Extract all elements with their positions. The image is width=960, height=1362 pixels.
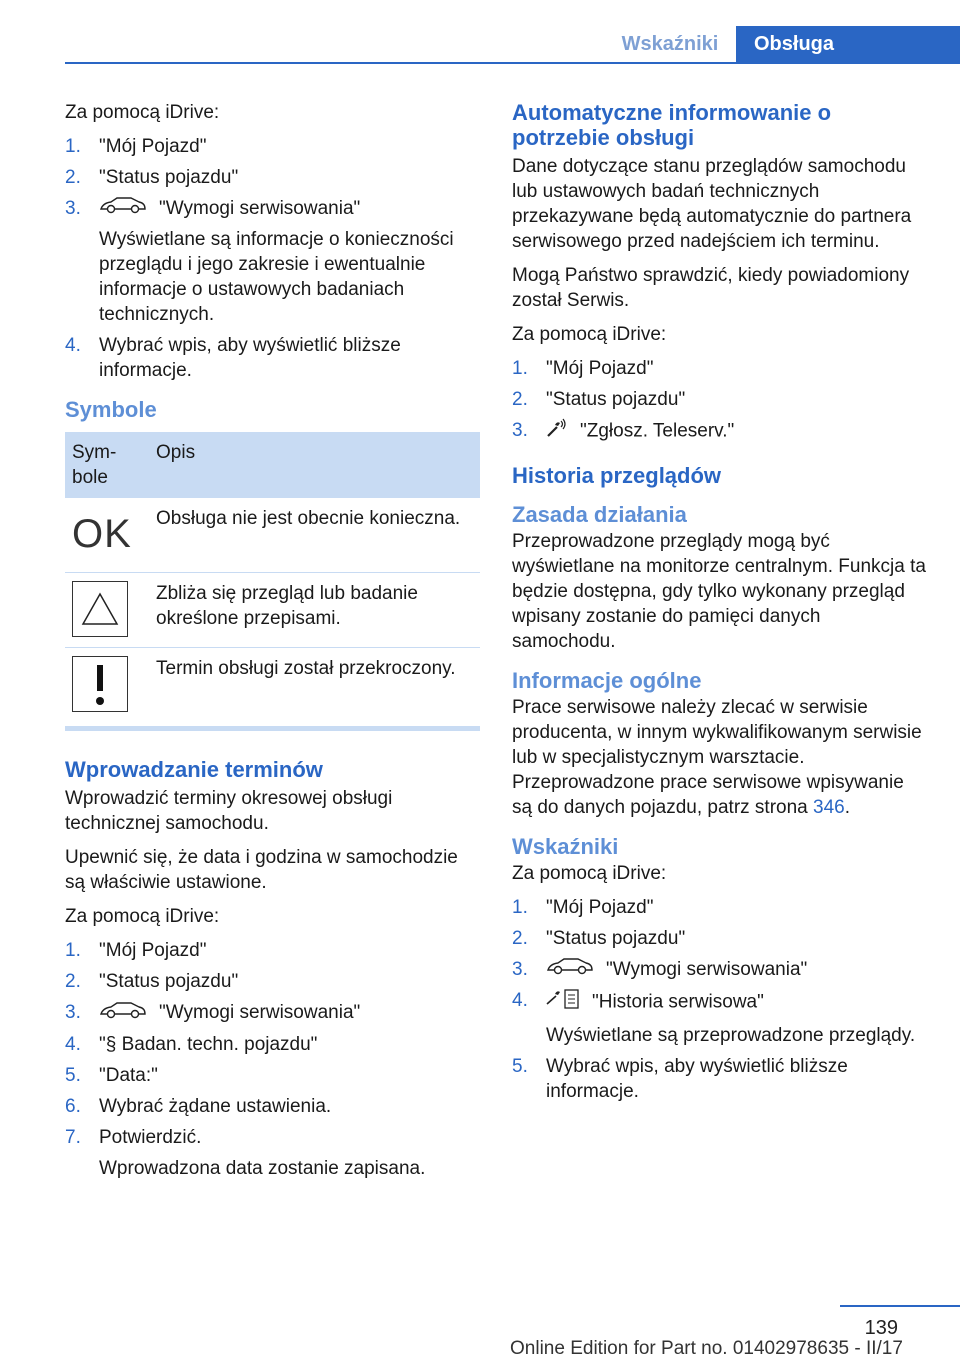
- steps-list-2: [65, 938, 480, 1180]
- paragraph: Upewnić się, że data i godzina w samochodzie są właściwie ustawione.: [65, 847, 458, 894]
- car-icon: [99, 1001, 147, 1026]
- list-item: 7. Potwierdzić. Wprowadzona data zostanie zapisana.: [65, 1125, 480, 1181]
- intro-text: Za pomocą iDrive:: [512, 863, 667, 884]
- step-description: Wprowadzona data zostanie zapisana.: [99, 1157, 426, 1179]
- list-item: 1. "Mój Pojazd": [512, 897, 654, 918]
- table-header-symbol: Sym-bole: [65, 432, 149, 498]
- section-heading-dates: Wprowadzanie terminów: [65, 757, 323, 783]
- symbols-table: [65, 432, 480, 731]
- paragraph: Przeprowadzone przeglądy mogą być wyświetlane na monitorze centralnym. Funkcja ta będzie dostępna, gdy tylko wykonany przegląd wpisany zostanie do pamięci danych samochodu.: [512, 531, 926, 652]
- car-icon: [99, 196, 147, 221]
- warning-triangle-icon: [72, 581, 128, 637]
- list-item: 4. "§ Badan. techn. pojazdu": [65, 1033, 318, 1055]
- service-history-icon: [546, 988, 580, 1017]
- ok-icon: OK: [72, 512, 132, 557]
- table-row: [65, 648, 480, 729]
- list-item: 5. "Data:": [65, 1064, 158, 1086]
- list-item: 3. "Wymogi serwisowania": [512, 957, 927, 982]
- list-item: 1. "Mój Pojazd": [65, 136, 207, 157]
- step-description: Wyświetlane są informacje o konieczności przeglądu i jego zakresie i ewentualnie informacje o ustawowych badaniach technicznych.: [99, 229, 454, 326]
- table-row: [65, 498, 480, 573]
- list-item: 1. "Mój Pojazd": [512, 358, 654, 379]
- steps-list-4: [512, 895, 927, 1104]
- step-description: Wyświetlane są przeprowadzone przeglądy.: [546, 1025, 916, 1047]
- left-column: [65, 100, 480, 1189]
- paragraph: Mogą Państwo sprawdzić, kiedy powiadomiony został Serwis.: [512, 265, 910, 311]
- table-cell: Zbliża się przegląd lub badanie określone przepisami.: [149, 573, 480, 648]
- intro-text: Za pomocą iDrive:: [512, 324, 667, 345]
- tab-wskazniki[interactable]: Wskaźniki: [621, 33, 719, 55]
- list-item: 2. "Status pojazdu": [512, 928, 686, 949]
- list-item: 5. Wybrać wpis, aby wyświetlić bliższe informacje.: [512, 1056, 848, 1103]
- footer-edition: Online Edition for Part no. 01402978635 - II/17: [510, 1338, 903, 1359]
- page-number: 139: [864, 1317, 898, 1339]
- list-item: 2. "Status pojazdu": [65, 971, 239, 993]
- list-item: 6. Wybrać żądane ustawienia.: [65, 1095, 332, 1117]
- steps-list-1: [65, 134, 480, 383]
- list-item: 1. "Mój Pojazd": [65, 940, 207, 962]
- list-item: 2. "Status pojazdu": [512, 389, 686, 410]
- steps-list-3: [512, 356, 927, 445]
- wrench-signal-icon: [546, 418, 568, 445]
- table-cell: Obsługa nie jest obecnie konieczna.: [149, 498, 480, 573]
- paragraph: Dane dotyczące stanu przeglądów samochodu lub ustawowych badań technicznych przekazywane będą automatycznie do partnera serwisowego przed nadejściem ich terminu.: [512, 156, 912, 252]
- right-column: [512, 100, 927, 1112]
- paragraph: Prace serwisowe należy zlecać w serwisie producenta, w innym wykwalifikowanym serwisie lub w specjalistycznym warsztacie. Przeprowadzone prace serwisowe wpisywanie są do danych pojazdu, patrz strona 346.: [512, 697, 922, 818]
- header-rule: [65, 62, 960, 64]
- intro-text: Za pomocą iDrive:: [65, 906, 220, 928]
- intro-text: Za pomocą iDrive:: [65, 102, 220, 123]
- table-row: [65, 573, 480, 648]
- paragraph: Wprowadzić terminy okresowej obsługi technicznej samochodu.: [65, 788, 393, 835]
- section-heading-symbole: Symbole: [65, 397, 157, 423]
- footer-rule: [840, 1305, 960, 1307]
- section-heading-indicators: Wskaźniki: [512, 834, 619, 859]
- table-cell: Termin obsługi został przekroczony.: [149, 648, 480, 729]
- section-heading-principle: Zasada działania: [512, 502, 687, 527]
- table-header-desc: Opis: [149, 432, 480, 498]
- car-icon: [546, 957, 594, 982]
- exclamation-icon: [72, 656, 128, 712]
- list-item: 3. "Zgłosz. Teleserv.": [512, 418, 927, 445]
- list-item: 3. "Wymogi serwisowania": [65, 1000, 480, 1025]
- section-heading-auto: Automatyczne informowanie o potrzebie obsługi: [512, 100, 832, 150]
- page-link[interactable]: 346: [813, 797, 845, 818]
- list-item: 4. Wybrać wpis, aby wyświetlić bliższe informacje.: [65, 335, 401, 382]
- list-item: 4. "Historia serwisowa" Wyświetlane są przeprowadzone przeglądy.: [512, 988, 927, 1048]
- tab-obsluga[interactable]: Obsługa: [736, 26, 960, 62]
- section-heading-history: Historia przeglądów: [512, 463, 722, 488]
- list-item: 3. "Wymogi serwisowania" Wyświetlane są informacje o konieczności przeglądu i jego zakresie i ewentualnie informacje o ustawowych badaniach technicznych.: [65, 196, 480, 327]
- section-heading-general: Informacje ogólne: [512, 668, 702, 693]
- list-item: 2. "Status pojazdu": [65, 167, 239, 188]
